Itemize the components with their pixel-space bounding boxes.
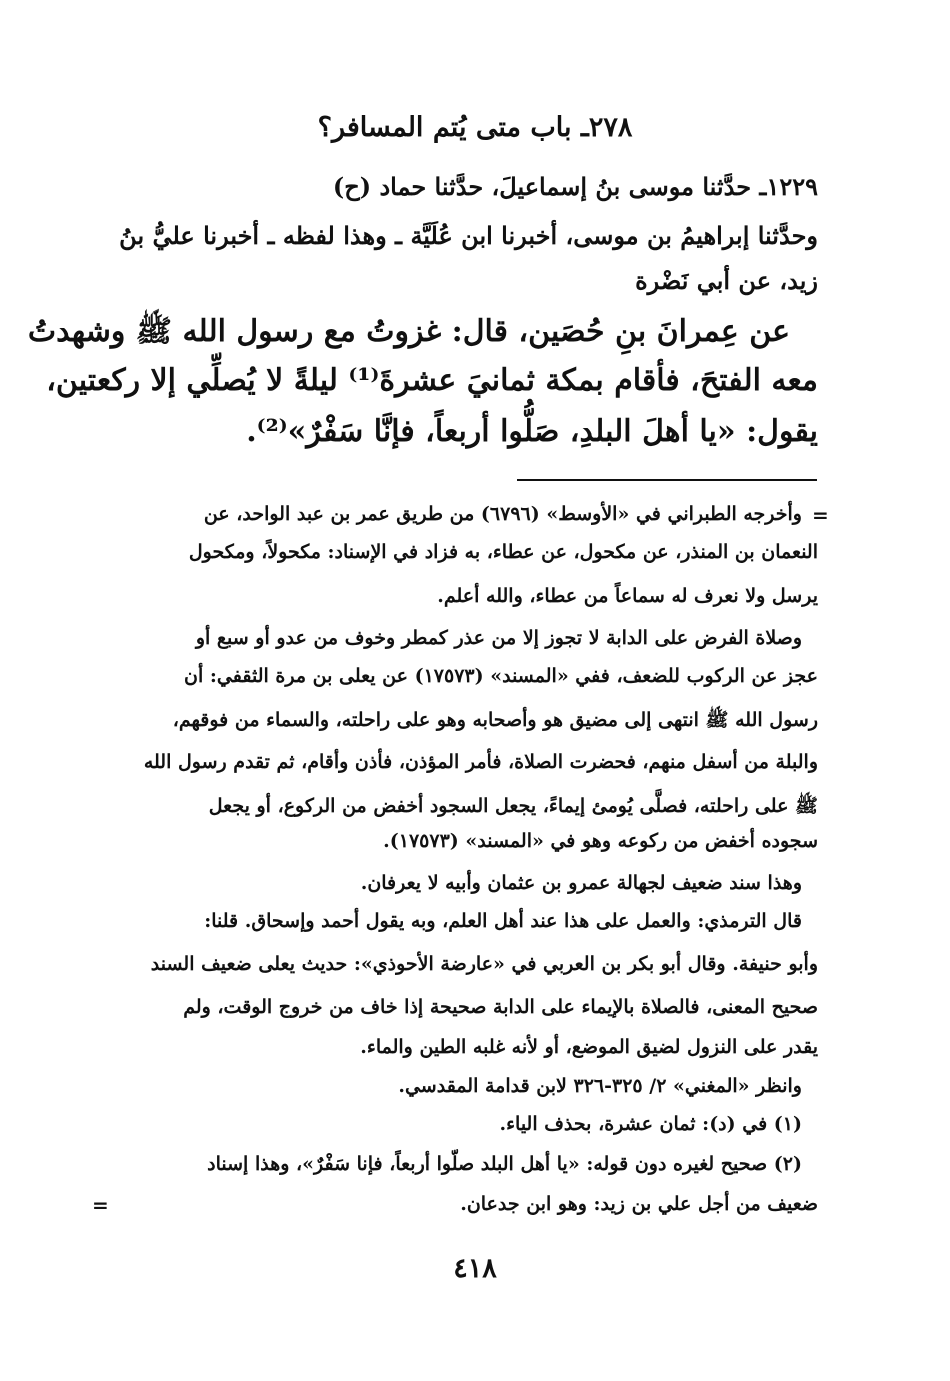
chapter-title: ٢٧٨ـ باب متى يُتم المسافر؟ [317, 112, 633, 143]
footnote-1: (١) في (د): ثمان عشرة، بحذف الياء. [499, 1113, 802, 1135]
footnote-separator [517, 479, 817, 481]
footnote-line-9: سجوده أخفض من ركوعه وهو في «المسند» (١٧٥٧٣). [383, 830, 818, 852]
footnote-2-line-1: (٢) صحيح لغيره دون قوله: «يا أهل البلد صلّوا أربعاً، فإنا سَفْرٌ»، وهذا إسناد [207, 1153, 802, 1175]
footnote-line-5: عجز عن الركوب للضعف، ففي «المسند» (١٧٥٧٣) عن يعلى بن مرة الثقفي: أن [184, 665, 818, 687]
matn-line-2: معه الفتحَ، فأقام بمكة ثمانيَ عشرةَ⁽¹⁾ ليلةً لا يُصلِّي إلا ركعتين، [46, 363, 818, 398]
isnad-line-1: ١٢٢٩ـ حدَّثنا موسى بنُ إسماعيلَ، حدَّثنا حماد (ح) [332, 172, 818, 201]
footnote-line-4: وصلاة الفرض على الدابة لا تجوز إلا من عذر كمطر وخوف من عدو أو سبع أو [195, 627, 802, 649]
continuation-mark-bottom: = [92, 1193, 109, 1217]
footnote-line-12: وأبو حنيفة. وقال أبو بكر بن العربي في «عارضة الأحوذي»: حديث يعلى ضعيف السند [150, 953, 818, 975]
matn-line-3: يقول: «يا أهلَ البلدِ، صَلُّوا أربعاً، فإنَّا سَفْرٌ»⁽²⁾. [246, 414, 818, 449]
footnote-line-13: صحيح المعنى، فالصلاة بالإيماء على الدابة صحيحة إذا خاف من خروج الوقت، ولم [183, 996, 818, 1018]
footnote-line-11: قال الترمذي: والعمل على هذا عند أهل العلم، وبه يقول أحمد وإسحاق. قلنا: [204, 910, 802, 932]
footnote-line-7: والبلة من أسفل منهم، فحضرت الصلاة، فأمر المؤذن، فأذن وأقام، ثم تقدم رسول الله [143, 751, 818, 773]
footnote-line-15: وانظر «المغني» ٢/ ٣٢٥-٣٢٦ لابن قدامة المقدسي. [398, 1075, 802, 1097]
footnote-line-6: رسول الله ﷺ انتهى إلى مضيق هو وأصحابه وهو على راحلته، والسماء من فوقهم، [172, 709, 818, 731]
matn-line-1: عن عِمرانَ بنِ حُصَين، قال: غزوتُ مع رسول الله ﷺ وشهدتُ [27, 314, 790, 349]
footnote-line-10: وهذا سند ضعيف لجهالة عمرو بن عثمان وأبيه لا يعرفان. [360, 872, 802, 894]
footnote-2-line-2: ضعيف من أجل علي بن زيد: وهو ابن جدعان. [460, 1193, 818, 1215]
page-number: ٤١٨ [453, 1253, 497, 1284]
footnote-line-2: النعمان بن المنذر، عن مكحول، عن عطاء، به فزاد في الإسناد: مكحولاً، ومكحول [188, 541, 818, 563]
continuation-mark-top: = [812, 503, 829, 527]
footnote-line-14: يقدر على النزول لضيق الموضع، أو لأنه غلبه الطين والماء. [360, 1036, 818, 1058]
isnad-line-3: زيد، عن أبي نَضْرة [635, 266, 818, 295]
isnad-line-2: وحدَّثنا إبراهيمُ بن موسى، أخبرنا ابن عُلَيَّة ـ وهذا لفظه ـ أخبرنا عليُّ بنُ [119, 221, 818, 250]
footnote-line-1: وأخرجه الطبراني في «الأوسط» (٦٧٩٦) من طريق عمر بن عبد الواحد، عن [203, 503, 802, 525]
footnote-line-8: ﷺ على راحلته، فصلَّى يُومئ إيماءً، يجعل السجود أخفض من الركوع، أو يجعل [208, 795, 818, 817]
footnote-line-3: يرسل ولا نعرف له سماعاً من عطاء، والله أعلم. [437, 585, 818, 607]
